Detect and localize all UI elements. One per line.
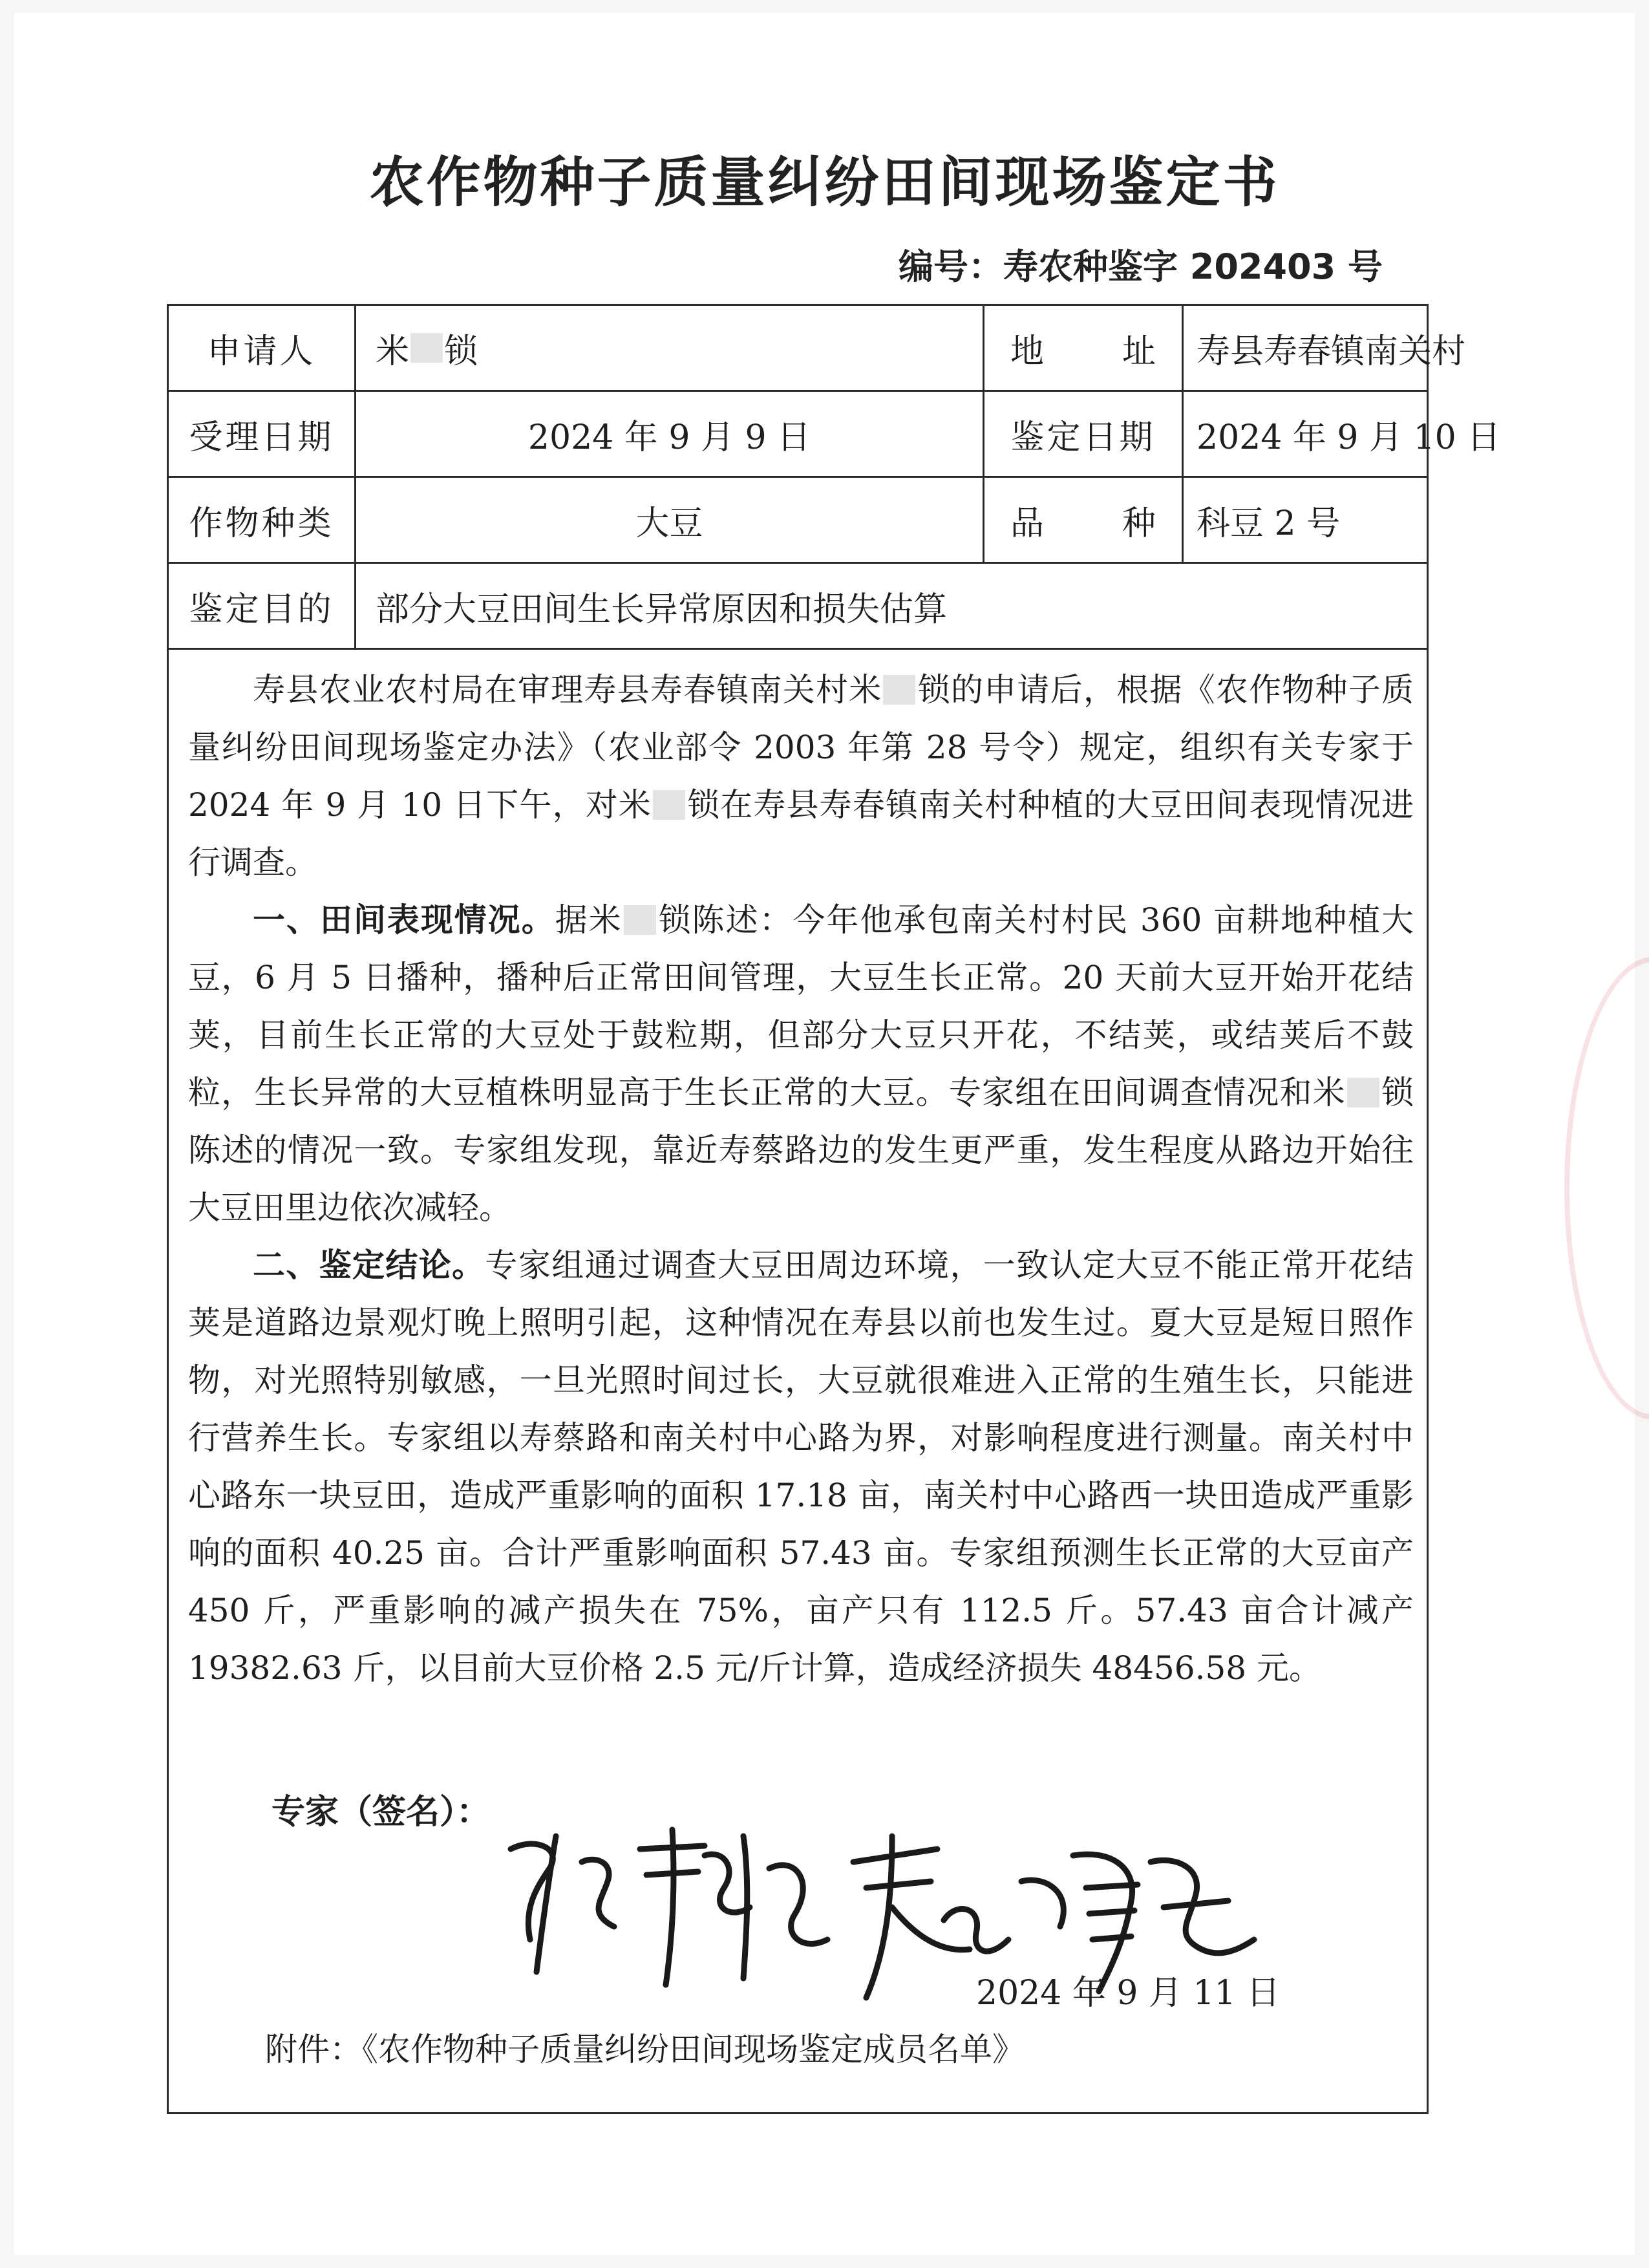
redaction-mask [1347,1078,1379,1107]
row-purpose [169,564,1427,650]
redaction-mask [624,905,656,935]
variety-label-part: 种 [1122,504,1156,543]
section-conclusion [188,1237,1414,1697]
address-value: 寿县寿春镇南关村 [1197,332,1466,371]
appraisal-date-label: 鉴定日期 [984,392,1184,476]
crop-type-label: 作物种类 [169,478,356,562]
accept-date-value: 2024 年 9 月 9 日 [356,392,984,476]
variety-label-part: 品 [1010,504,1045,543]
applicant-label: 申请人 [169,306,356,390]
document-number: 编号：寿农种鉴字 202403 号 [898,246,1383,287]
section-field-performance [188,892,1414,1237]
attachment-note: 附件：《农作物种子质量纠纷田间现场鉴定成员名单》 [265,2031,1025,2068]
section-text: 锁陈述：今年他承包南关村村民 360 亩耕地种植大豆，6 月 5 日播种，播种后正常田间管理，大豆生长正常。20 天前大豆开始开花结荚，目前生长正常的大豆处于鼓粒期，但部分大豆只开花，不结荚，或结荚后不鼓粒，生长异常的大豆植株明显高于生长正常的大豆。专家组在田间调查情况和米 [188,901,1414,1111]
purpose-label: 鉴定目的 [169,564,356,648]
address-label-part: 地 [1010,332,1045,371]
signature-date: 2024 年 9 月 11 日 [976,1974,1281,2013]
intro-text: 锁在寿县寿春镇南关村种植的大豆田间表现情况进行调查。 [188,786,1414,881]
variety-label [984,478,1184,562]
document-body [188,661,1414,1697]
crop-type-value: 大豆 [356,478,984,562]
section-heading: 二、鉴定结论。 [253,1246,485,1284]
purpose-value: 部分大豆田间生长异常原因和损失估算 [376,590,948,629]
section-heading: 一、田间表现情况。 [253,901,555,939]
variety-value: 科豆 2 号 [1197,504,1341,543]
row-crop [169,478,1427,564]
redaction-mask [653,790,685,820]
expert-signature-label: 专家（签名）： [271,1793,491,1832]
address-label-part: 址 [1122,332,1156,371]
intro-text: 锁的申请后，根据《农作物种子质量纠纷田间现场鉴定办法》（农业部令 2003 年第 28 号令）规定，组织有关专家于 2024 年 9 月 10 日下午，对米 [188,671,1414,824]
document-title: 农作物种子质量纠纷田间现场鉴定书 [369,151,1280,214]
applicant-name-part: 锁 [444,332,478,371]
section-text: 专家组通过调查大豆田周边环境，一致认定大豆不能正常开花结荚是道路边景观灯晚上照明引起，这种情况在寿县以前也发生过。夏大豆是短日照作物，对光照特别敏感，一旦光照时间过长，大豆就很难进入正常的生殖生长，只能进行营养生长。专家组以寿蔡路和南关村中心路为界，对影响程度进行测量。南关村中心路东一块豆田，造成严重影响的面积 17.18 亩，南关村中心路西一块田造成严重影响的面积 40.25 亩。合计严重影响面积 57.43 亩。专家组预测生长正常的大豆亩产 450 斤，严重影响的减产损失在 75%，亩产只有 112.5 斤。57.43 亩合计减产 19382.63 斤，以目前大豆价格 2.5 元/斤计算，造成经济损失 48456.58 元。 [188,1246,1414,1687]
redaction-mask [883,675,915,705]
row-applicant [169,306,1466,392]
intro-paragraph [188,661,1414,892]
intro-text: 寿县农业农村局在审理寿县寿春镇南关村米 [253,671,882,709]
redaction-mask [410,333,443,363]
appraisal-date-value: 2024 年 9 月 10 日 [1197,418,1501,457]
applicant-value [356,306,984,390]
accept-date-label: 受理日期 [169,392,356,476]
row-dates [169,392,1501,478]
applicant-name-part: 米 [376,332,410,371]
address-label [984,306,1184,390]
section-text: 据米 [555,901,622,939]
section-text: 锁陈述的情况一致。专家组发现，靠近寿蔡路边的发生更严重，发生程度从路边开始往大豆田里边依次减轻。 [188,1074,1414,1226]
